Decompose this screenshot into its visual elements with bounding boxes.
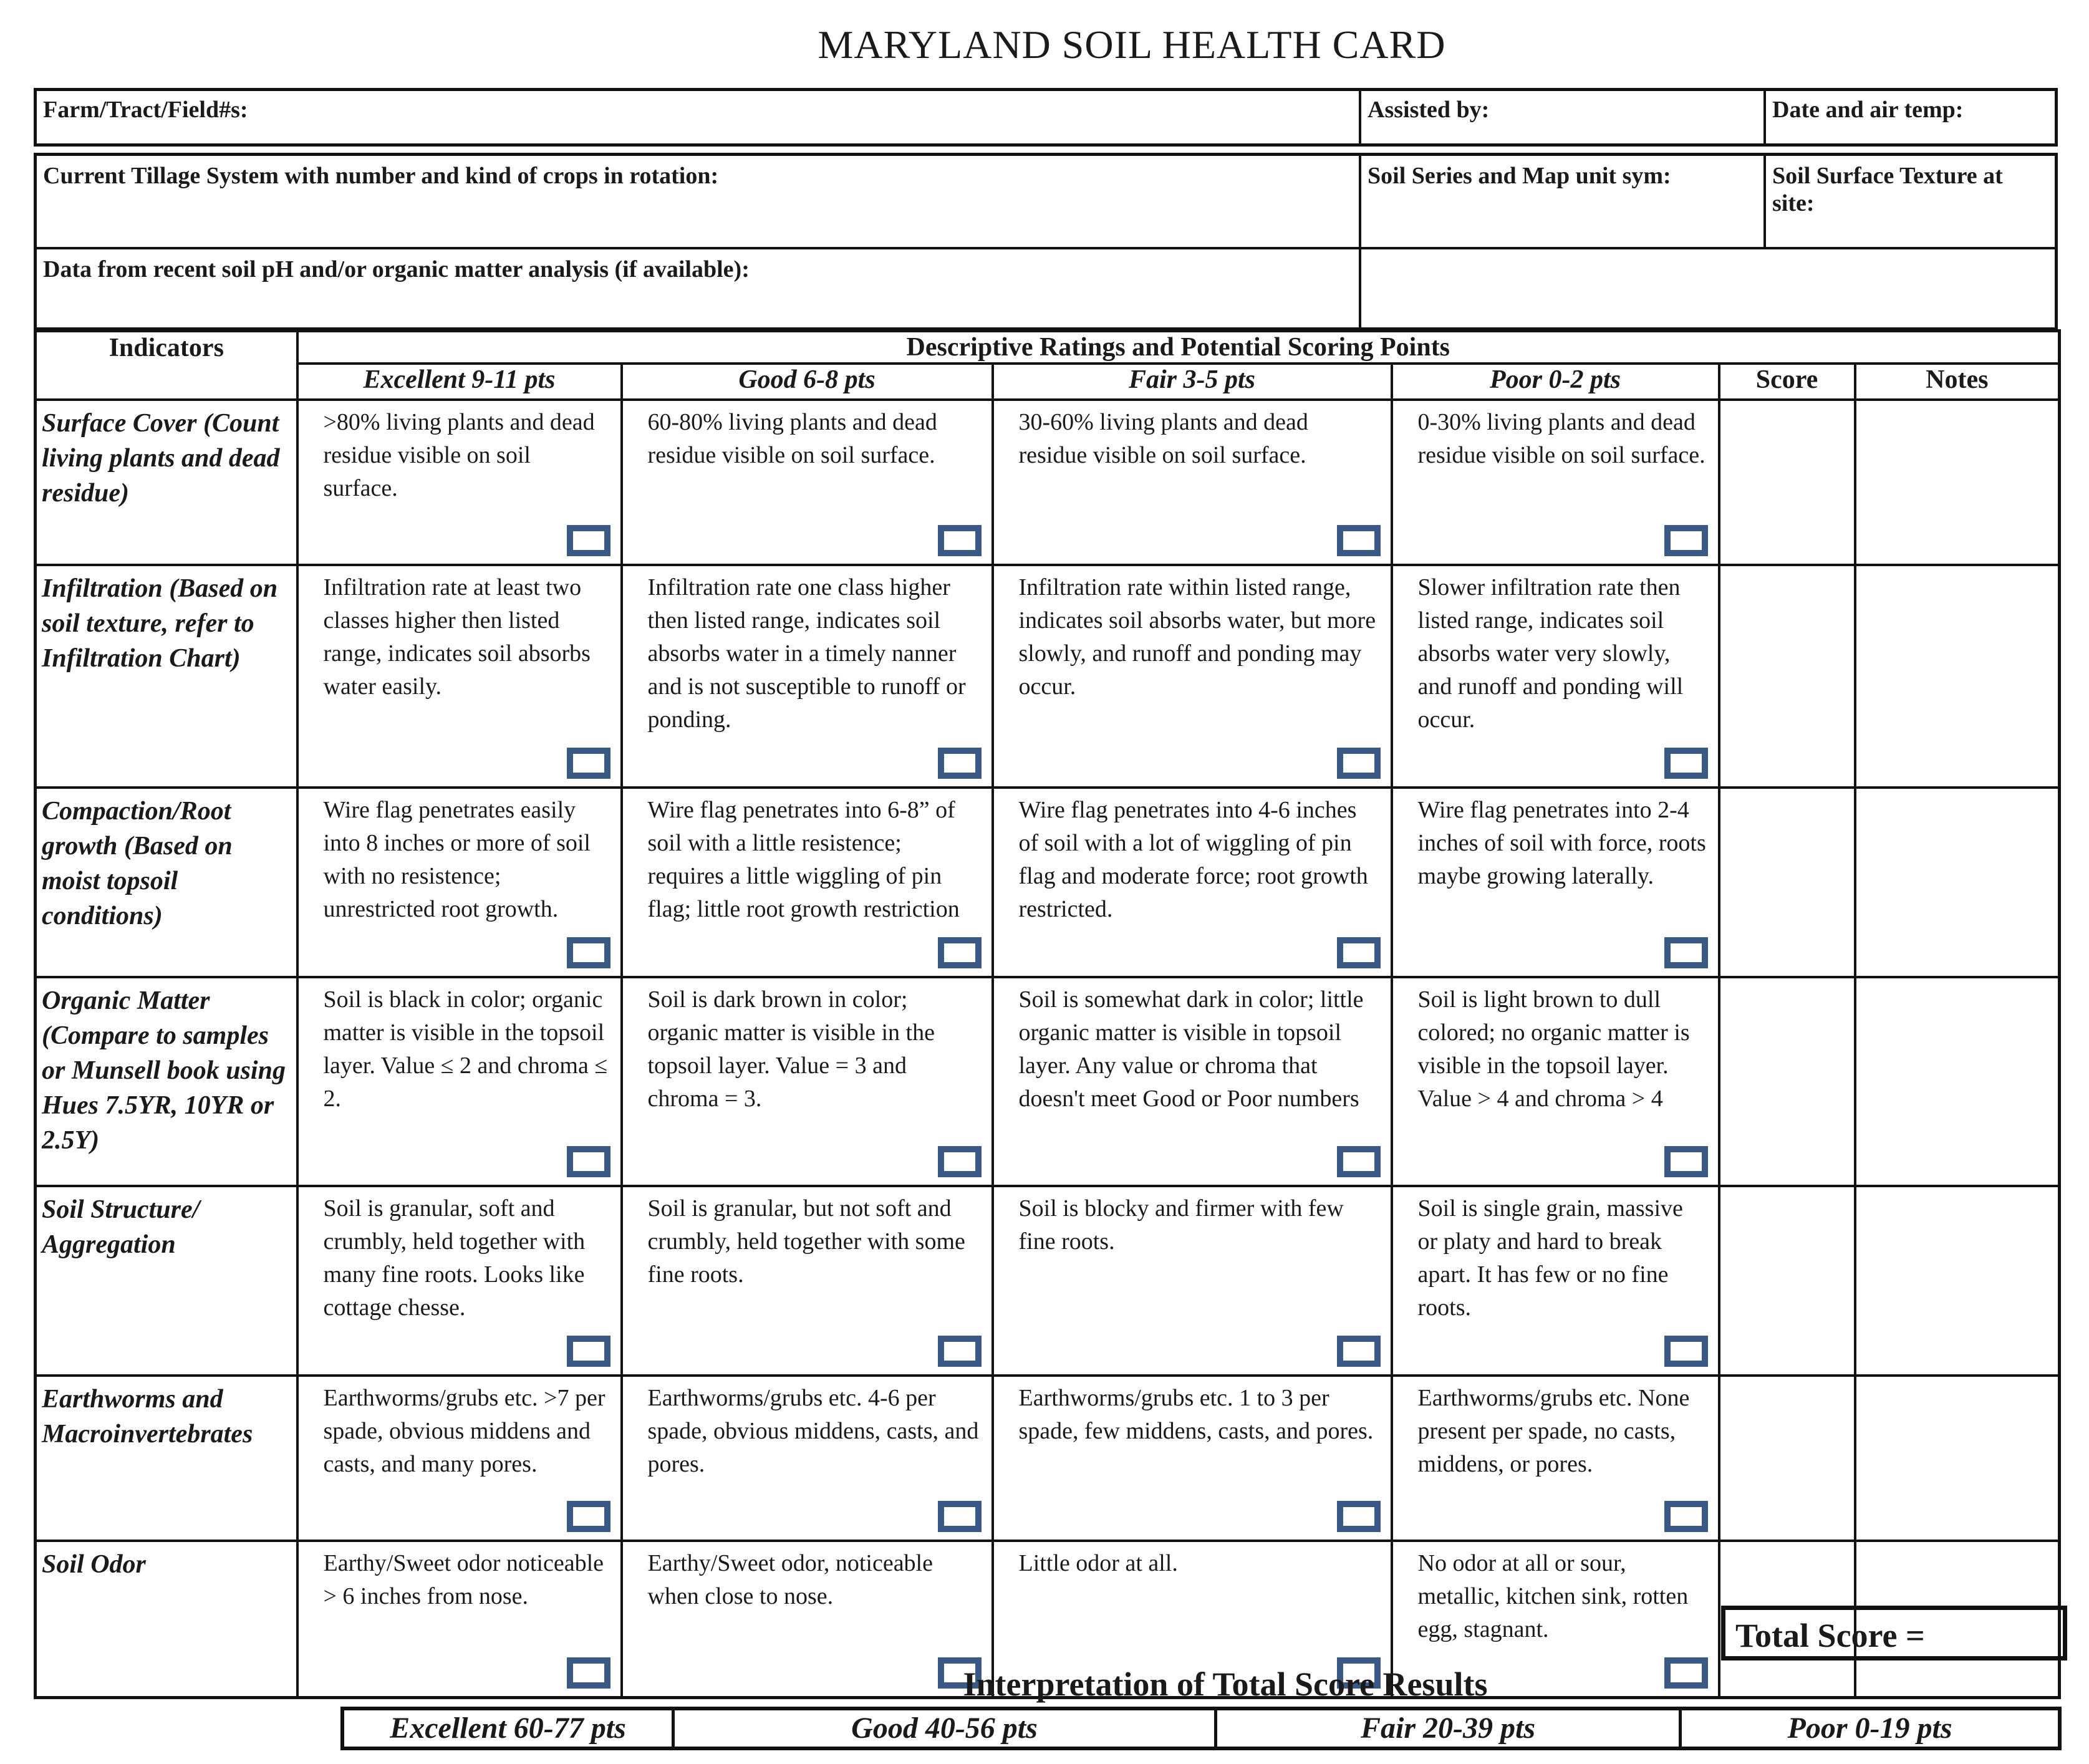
rating-description: Earthy/Sweet odor noticeable > 6 inches from nose. xyxy=(323,1550,604,1609)
rating-checkbox[interactable] xyxy=(1664,748,1708,779)
score-cell[interactable] xyxy=(1719,788,1855,977)
indicator-label: Infiltration (Based on soil texture, refer to Infiltration Chart) xyxy=(36,565,297,788)
indicator-row xyxy=(36,788,2060,977)
rating-checkbox[interactable] xyxy=(1664,937,1708,968)
score-header: Score xyxy=(1719,364,1855,400)
level-good: Good 6-8 pts xyxy=(622,364,993,400)
rating-description: Little odor at all. xyxy=(1018,1550,1178,1576)
rating-description: 30-60% living plants and dead residue visible on soil surface. xyxy=(1018,409,1308,468)
farm-field[interactable]: Farm/Tract/Field#s: xyxy=(37,91,1361,143)
rating-checkbox[interactable] xyxy=(1337,525,1381,556)
score-cell[interactable] xyxy=(1719,1186,1855,1376)
rating-checkbox[interactable] xyxy=(938,1336,982,1367)
rating-checkbox[interactable] xyxy=(567,748,610,779)
header-row-farm xyxy=(34,88,2058,147)
interpretation-ranges xyxy=(340,1707,2062,1750)
rating-checkbox[interactable] xyxy=(1664,525,1708,556)
rating-description: Wire flag penetrates into 6-8” of soil with a little resistence; requires a little wiggling of pin flag; little root growth restriction xyxy=(647,797,960,922)
rating-description: Earthworms/grubs etc. None present per spade, no casts, middens, or pores. xyxy=(1417,1385,1690,1477)
notes-cell[interactable] xyxy=(1855,565,2060,788)
notes-cell[interactable] xyxy=(1855,977,2060,1186)
indicator-row xyxy=(36,565,2060,788)
rating-checkbox[interactable] xyxy=(1664,1146,1708,1177)
rating-description: 60-80% living plants and dead residue visible on soil surface. xyxy=(647,409,937,468)
rating-cell-good xyxy=(622,977,993,1186)
rating-description: Soil is single grain, massive or platy and hard to break apart. It has few or no fine roots. xyxy=(1417,1195,1683,1321)
rating-cell-good xyxy=(622,1186,993,1376)
indicator-label: Surface Cover (Count living plants and dead residue) xyxy=(36,400,297,565)
rating-checkbox[interactable] xyxy=(1337,1336,1381,1367)
rating-description: Earthy/Sweet odor, noticeable when close to nose. xyxy=(647,1550,933,1609)
indicator-label: Soil Odor xyxy=(36,1541,297,1698)
rating-cell-fair xyxy=(993,977,1392,1186)
rating-checkbox[interactable] xyxy=(938,937,982,968)
rating-description: Earthworms/grubs etc. >7 per spade, obvious middens and casts, and many pores. xyxy=(323,1385,605,1477)
rating-cell-excellent xyxy=(297,977,622,1186)
level-poor: Poor 0-2 pts xyxy=(1392,364,1719,400)
rating-cell-good xyxy=(622,1376,993,1541)
rating-cell-fair xyxy=(993,565,1392,788)
level-fair: Fair 3-5 pts xyxy=(993,364,1392,400)
indicator-row xyxy=(36,1376,2060,1541)
rating-description: Earthworms/grubs etc. 4-6 per spade, obvious middens, casts, and pores. xyxy=(647,1385,979,1477)
rating-cell-good xyxy=(622,400,993,565)
card-title: MARYLAND SOIL HEALTH CARD xyxy=(818,22,1446,67)
interpretation-title: Interpretation of Total Score Results xyxy=(963,1665,1488,1703)
indicator-label: Earthworms and Macroinvertebrates xyxy=(36,1376,297,1541)
rating-cell-poor xyxy=(1392,977,1719,1186)
rating-description: Soil is dark brown in color; organic matter is visible in the topsoil layer. Value = 3 and chroma = 3. xyxy=(647,986,935,1112)
rating-checkbox[interactable] xyxy=(1337,937,1381,968)
indicator-label: Soil Structure/ Aggregation xyxy=(36,1186,297,1376)
soil-data-field[interactable]: Data from recent soil pH and/or organic matter analysis (if available): xyxy=(37,249,1361,327)
rating-cell-good xyxy=(622,565,993,788)
rating-description: Infiltration rate one class higher then listed range, indicates soil absorbs water in a timely nanner and is not susceptible to runoff or ponding. xyxy=(647,574,966,733)
rating-description: No odor at all or sour, metallic, kitchen sink, rotten egg, stagnant. xyxy=(1417,1550,1689,1642)
rating-checkbox[interactable] xyxy=(567,937,610,968)
score-cell[interactable] xyxy=(1719,565,1855,788)
rating-cell-fair xyxy=(993,1376,1392,1541)
assisted-field[interactable]: Assisted by: xyxy=(1361,91,1766,143)
rating-cell-fair xyxy=(993,1186,1392,1376)
rating-description: Earthworms/grubs etc. 1 to 3 per spade, few middens, casts, and pores. xyxy=(1018,1385,1374,1444)
indicators-header: Indicators xyxy=(36,331,297,400)
score-cell[interactable] xyxy=(1719,400,1855,565)
rating-checkbox[interactable] xyxy=(567,1146,610,1177)
range-good: Good 40-56 pts xyxy=(675,1710,1217,1747)
rating-cell-poor xyxy=(1392,1186,1719,1376)
rating-checkbox[interactable] xyxy=(567,525,610,556)
rating-cell-poor xyxy=(1392,565,1719,788)
rating-checkbox[interactable] xyxy=(938,1501,982,1532)
rating-checkbox[interactable] xyxy=(938,1146,982,1177)
rating-description: Soil is black in color; organic matter is visible in the topsoil layer. Value ≤ 2 and chroma ≤ 2. xyxy=(323,986,608,1112)
rating-cell-excellent xyxy=(297,565,622,788)
rating-description: >80% living plants and dead residue visible on soil surface. xyxy=(323,409,595,501)
indicator-label: Organic Matter (Compare to samples or Munsell book using Hues 7.5YR, 10YR or 2.5Y) xyxy=(36,977,297,1186)
rating-cell-excellent xyxy=(297,1376,622,1541)
rating-description: Slower infiltration rate then listed range, indicates soil absorbs water very slowly, and runoff and ponding will occur. xyxy=(1417,574,1684,733)
rating-cell-fair xyxy=(993,788,1392,977)
notes-cell[interactable] xyxy=(1855,1376,2060,1541)
notes-cell[interactable] xyxy=(1855,400,2060,565)
rating-description: Soil is granular, but not soft and crumbly, held together with some fine roots. xyxy=(647,1195,965,1288)
rating-description: Soil is somewhat dark in color; little organic matter is visible in topsoil layer. Any value or chroma that doesn't meet Good or Poor numbers xyxy=(1018,986,1364,1112)
soil-data-entry[interactable] xyxy=(1361,249,2055,327)
rating-cell-excellent xyxy=(297,788,622,977)
score-cell[interactable] xyxy=(1719,977,1855,1186)
indicator-row xyxy=(36,400,2060,565)
indicator-label: Compaction/Root growth (Based on moist topsoil conditions) xyxy=(36,788,297,977)
rating-checkbox[interactable] xyxy=(1664,1501,1708,1532)
rating-cell-good xyxy=(622,788,993,977)
range-excellent: Excellent 60-77 pts xyxy=(344,1710,675,1747)
rating-checkbox[interactable] xyxy=(938,748,982,779)
rating-cell-poor xyxy=(1392,400,1719,565)
rating-checkbox[interactable] xyxy=(1337,748,1381,779)
level-excellent: Excellent 9-11 pts xyxy=(297,364,622,400)
rating-description: Wire flag penetrates easily into 8 inches or more of soil with no resistence; unrestricted root growth. xyxy=(323,797,591,922)
rating-checkbox[interactable] xyxy=(938,525,982,556)
indicator-row xyxy=(36,977,2060,1186)
rating-description: Soil is granular, soft and crumbly, held together with many fine roots. Looks like cottage chesse. xyxy=(323,1195,586,1321)
notes-cell[interactable] xyxy=(1855,788,2060,977)
indicator-row xyxy=(36,1186,2060,1376)
rating-cell-poor xyxy=(1392,1376,1719,1541)
soil-series-field[interactable]: Soil Series and Map unit sym: xyxy=(1361,156,1766,247)
rating-description: Wire flag penetrates into 4-6 inches of soil with a lot of wiggling of pin flag and moderate force; root growth restricted. xyxy=(1018,797,1368,922)
rating-cell-poor xyxy=(1392,788,1719,977)
range-fair: Fair 20-39 pts xyxy=(1217,1710,1682,1747)
rating-description: Infiltration rate at least two classes higher then listed range, indicates soil absorbs water easily. xyxy=(323,574,591,700)
rating-description: 0-30% living plants and dead residue visible on soil surface. xyxy=(1417,409,1705,468)
rating-description: Soil is blocky and firmer with few fine roots. xyxy=(1018,1195,1344,1255)
total-score[interactable]: Total Score = xyxy=(1721,1606,2067,1660)
rating-checkbox[interactable] xyxy=(1664,1336,1708,1367)
tillage-field[interactable]: Current Tillage System with number and kind of crops in rotation: xyxy=(37,156,1361,247)
notes-cell[interactable] xyxy=(1855,1186,2060,1376)
rating-table xyxy=(34,329,2061,1699)
rating-cell-excellent xyxy=(297,1186,622,1376)
header-block-site xyxy=(34,153,2058,330)
range-poor: Poor 0-19 pts xyxy=(1787,1712,1952,1745)
date-field[interactable]: Date and air temp: xyxy=(1772,97,1964,123)
rating-checkbox[interactable] xyxy=(1337,1501,1381,1532)
score-cell[interactable] xyxy=(1719,1376,1855,1541)
rating-description: Wire flag penetrates into 2-4 inches of soil with force, roots maybe growing laterally. xyxy=(1417,797,1706,889)
rating-cell-fair xyxy=(993,400,1392,565)
rating-description: Soil is light brown to dull colored; no organic matter is visible in the topsoil layer. Value > 4 and chroma > 4 xyxy=(1417,986,1690,1112)
rating-description: Infiltration rate within listed range, indicates soil absorbs water, but more slowly, and runoff and ponding may occur. xyxy=(1018,574,1376,700)
rating-checkbox[interactable] xyxy=(567,1501,610,1532)
rating-checkbox[interactable] xyxy=(567,1336,610,1367)
rating-cell-excellent xyxy=(297,400,622,565)
notes-header: Notes xyxy=(1855,364,2060,400)
rating-checkbox[interactable] xyxy=(1337,1146,1381,1177)
ratings-header: Descriptive Ratings and Potential Scoring Points xyxy=(297,331,2060,364)
texture-field[interactable]: Soil Surface Texture at site: xyxy=(1772,163,2003,216)
